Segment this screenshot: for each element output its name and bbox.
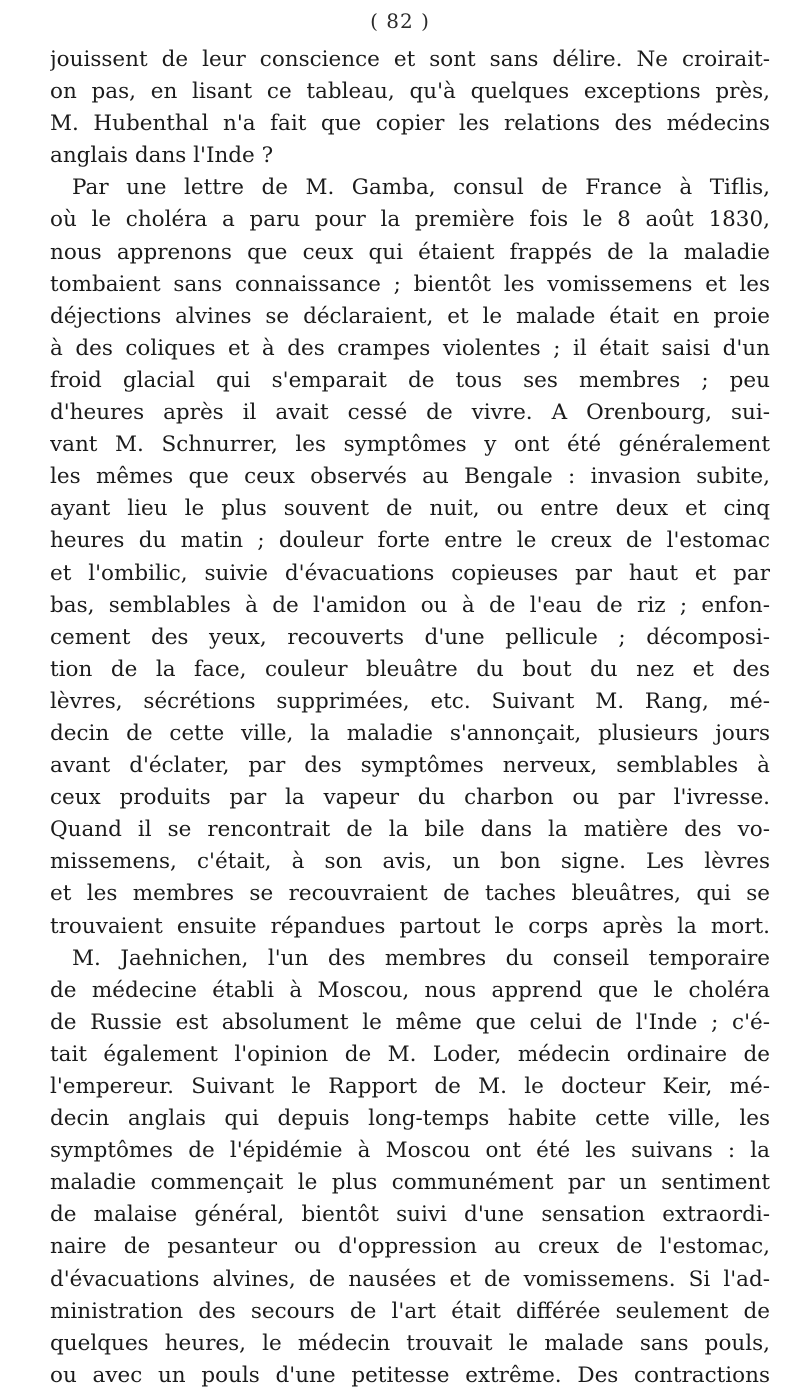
text-line: lèvres, sécrétions supprimées, etc. Suivant M. Rang, mé- (50, 688, 770, 714)
text-line: decin de cette ville, la maladie s'annonçait, plusieurs jours (50, 720, 770, 746)
text-line: heures du matin ; douleur forte entre le creux de l'estomac (50, 528, 770, 554)
text-line: l'empereur. Suivant le Rapport de M. le docteur Keir, mé- (50, 1074, 770, 1099)
text-line: jouissent de leur conscience et sont sans délire. Ne croirait- (50, 47, 770, 72)
text-line: déjections alvines se déclaraient, et le malade était en proie (50, 303, 770, 329)
page-number: ( 82 ) (370, 9, 430, 33)
text-line: cement des yeux, recouverts d'une pellicule ; décomposi- (50, 624, 770, 650)
text-line: avant d'éclater, par des symptômes nerveux, semblables à (50, 753, 770, 779)
text-line: anglais dans l'Inde ? (50, 143, 274, 169)
text-line: de malaise général, bientôt suivi d'une sensation extraordi- (50, 1202, 770, 1228)
text-line: Quand il se rencontrait de la bile dans la matière des vo- (50, 817, 770, 843)
text-line: Par une lettre de M. Gamba, consul de France à Tiflis, (72, 175, 770, 201)
text-line: d'heures après il avait cessé de vivre. A Orenbourg, sui- (50, 400, 770, 426)
text-line: tombaient sans connaissance ; bientôt les vomissemens et les (50, 271, 770, 297)
text-line: missemens, c'était, à son avis, un bon signe. Les lèvres (50, 849, 770, 875)
body-text (50, 44, 770, 1392)
text-line: tait également l'opinion de M. Loder, médecin ordinaire de (50, 1041, 770, 1067)
text-line: vant M. Schnurrer, les symptômes y ont été généralement (50, 432, 770, 458)
text-line: trouvaient ensuite répandues partout le corps après la mort. (50, 913, 770, 939)
text-line: d'évacuations alvines, de nausées et de vomissemens. Si l'ad- (50, 1266, 770, 1292)
text-line: M. Jaehnichen, l'un des membres du conseil temporaire (72, 945, 770, 971)
text-line: et les membres se recouvraient de taches bleuâtres, qui se (50, 881, 770, 907)
text-line: maladie commençait le plus communément par un sentiment (50, 1170, 770, 1196)
text-line: nous apprenons que ceux qui étaient frappés de la maladie (50, 239, 770, 265)
text-line: de médecine établi à Moscou, nous apprend que le choléra (50, 977, 770, 1003)
text-line: et l'ombilic, suivie d'évacuations copieuses par haut et par (50, 560, 770, 586)
text-line: ou avec un pouls d'une petitesse extrême. Des contractions (50, 1362, 770, 1388)
text-line: où le choléra a paru pour la première fois le 8 août 1830, (50, 207, 770, 233)
text-line: quelques heures, le médecin trouvait le malade sans pouls, (50, 1330, 770, 1356)
text-line: bas, semblables à de l'amidon ou à de l'eau de riz ; enfon- (50, 592, 770, 618)
text-line: ayant lieu le plus souvent de nuit, ou entre deux et cinq (50, 496, 770, 522)
text-line: à des coliques et à des crampes violentes ; il était saisi d'un (50, 335, 770, 361)
text-line: de Russie est absolument le même que celui de l'Inde ; c'é- (50, 1009, 770, 1035)
text-line: ministration des secours de l'art était différée seulement de (50, 1298, 770, 1324)
text-line: froid glacial qui s'emparait de tous ses membres ; peu (50, 367, 770, 393)
text-line: on pas, en lisant ce tableau, qu'à quelques exceptions près, (50, 79, 770, 105)
text-line: les mêmes que ceux observés au Bengale : invasion subite, (50, 464, 770, 490)
text-line: symptômes de l'épidémie à Moscou ont été les suivans : la (50, 1138, 770, 1164)
text-line: decin anglais qui depuis long-temps habite cette ville, les (50, 1106, 770, 1132)
text-line: tion de la face, couleur bleuâtre du bout du nez et des (50, 656, 770, 682)
text-line: M. Hubenthal n'a fait que copier les relations des médecins (50, 111, 770, 137)
text-line: ceux produits par la vapeur du charbon ou par l'ivresse. (50, 785, 770, 811)
text-line: naire de pesanteur ou d'oppression au creux de l'estomac, (50, 1234, 770, 1260)
